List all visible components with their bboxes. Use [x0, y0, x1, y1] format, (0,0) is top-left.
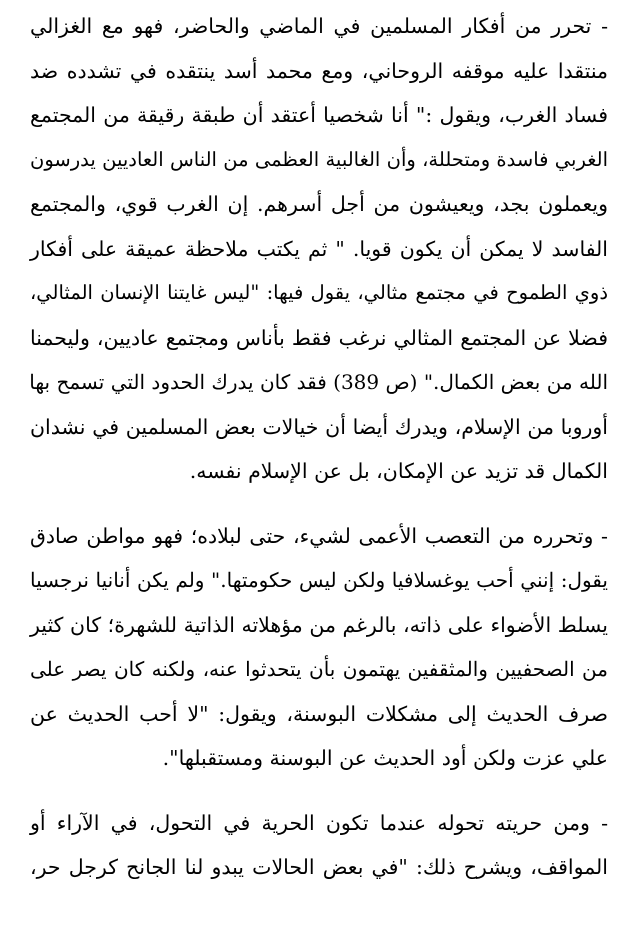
paragraph-freedom-from-fanaticism: [30, 514, 608, 781]
text-line: منتقدا عليه موقفه الروحاني، ومع محمد أسد ينتقده في تشدده ضد: [30, 58, 608, 83]
text-line: - تحرر من أفكار المسلمين في الماضي والحاضر، فهو مع الغزالي: [30, 14, 608, 38]
text-line: ذوي الطموح في مجتمع مثالي، يقول فيها: "ليس غايتنا الإنسان المثالي،: [30, 281, 608, 304]
text-line: الفاسد لا يمكن أن يكون قويا. " ثم يكتب ملاحظة عميقة على أفكار: [30, 236, 608, 261]
paragraph-freedom-from-ideas: [30, 4, 608, 494]
text-line: - وتحرره من التعصب الأعمى لشيء، حتى لبلاده؛ فهو مواطن صادق: [30, 523, 608, 548]
text-line: من الصحفيين والمثقفين يهتمون بأن يتحدثوا عنه، ولكنه كان يصر على: [30, 657, 608, 681]
paragraph-freedom-to-change: [30, 801, 608, 890]
text-line: الله من بعض الكمال." (ص 389) فقد كان يدرك الحدود التي تسمح بها: [29, 370, 608, 394]
text-line: ويعملون بجد، ويعيشون من أجل أسرهم. إن الغرب قوي، والمجتمع: [30, 192, 608, 216]
text-line: المواقف، ويشرح ذلك: "في بعض الحالات يبدو لنا الجانح كرجل حر،: [30, 855, 608, 879]
text-line: فساد الغرب، ويقول :" أنا شخصيا أعتقد أن طبقة رقيقة من المجتمع: [30, 103, 608, 127]
text-line: الغربي فاسدة ومتحللة، وأن الغالبية العظمى من الناس العاديين يدرسون: [30, 147, 608, 171]
text-line: يقول: إنني أحب يوغسلافيا ولكن ليس حكومتها." ولم يكن أنانيا نرجسيا: [30, 568, 608, 592]
text-line: الكمال قد تزيد عن الإمكان، بل عن الإسلام نفسه.: [189, 459, 608, 483]
text-line: أوروبا من الإسلام، ويدرك أيضا أن خيالات بعض المسلمين في نشدان: [30, 414, 608, 439]
text-line: - ومن حريته تحوله عندما تكون الحرية في التحول، في الآراء أو: [30, 810, 608, 835]
text-line: يسلط الأضواء على ذاته، بالرغم من مؤهلاته الذاتية للشهرة؛ كان كثير: [30, 612, 608, 637]
text-line: صرف الحديث إلى مشكلات البوسنة، ويقول: "لا أحب الحديث عن: [30, 701, 608, 726]
text-line: علي عزت ولكن أود الحديث عن البوسنة ومستقبلها".: [162, 746, 608, 770]
text-line: فضلا عن المجتمع المثالي نرغب فقط بأناس ومجتمع عاديين، وليحمنا: [30, 325, 608, 350]
